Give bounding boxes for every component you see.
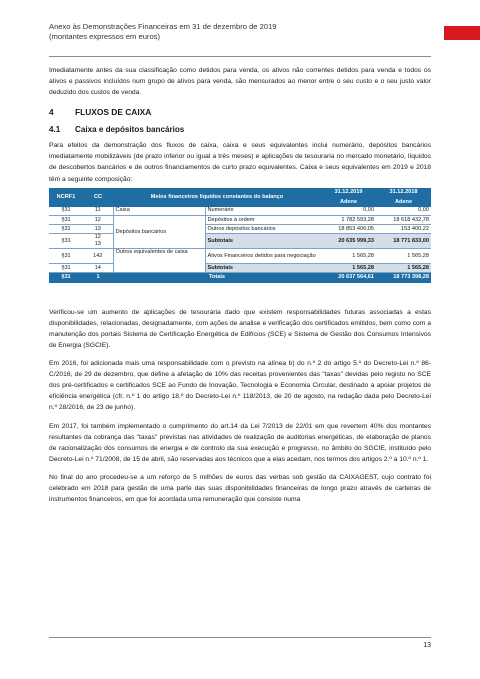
cell-item: Subtotais [205,264,321,273]
cash-equivalents-table [49,188,431,283]
page-body [49,65,431,505]
cell-item: Outros depósitos bancários [205,225,321,234]
intro-paragraph: Imediatamente antes da sua classificação como detidos para venda, os ativos não correntes detidos para venda e todos os ativos e passivos incluídos num grupo de ativos para venda, são mensurados ao menor entre o seu custo e o seu justo valor deduzido dos custos de venda. [49,67,431,97]
cell-cc: 14 [83,264,113,273]
header-title: Anexo às Demonstrações Financeiras em 31 de dezembro de 2019 [49,22,277,31]
cell-ncrf: §31 [49,273,83,283]
responsibility-2016-paragraph: Em 2016, foi adicionada mais uma responsabilidade com o previsto na alínea b) do n.º 2 do artigo 5.º do Decreto-Lei n.º 86-C/2016, de 29 de dezembro, que define a afetação de 10% das receitas provenientes das "taxas" devidas pelo registo no SCE dos pré-certificados e certificados SCE ao Fundo de Inovação, Tecnologia e Economia Circular, destinado a apoiar projetos de eficiência energética (cfr. n.º 1 do artigo 18.º do Decreto-Lei n.º 118/2013, de 20 de agosto, na redação dada pelo Decreto-Lei n.º 28/2016, de 23 de junho). [49,360,431,412]
cell-cc [83,234,113,249]
page-header [49,22,431,42]
cell-group: Caixa [113,207,205,216]
cell-cc: 142 [83,249,113,264]
cell-group: Outros equivalentes de caixa [113,249,205,273]
col-header-ncrf: NCRF1 [49,188,83,207]
col-header-2019: 31.12.2019 [321,188,376,198]
cell-item: Subtotais [205,234,321,249]
section-title: FLUXOS DE CAIXA [75,107,152,118]
col-subheader-2018: Adene [376,198,431,207]
implementation-2017-paragraph: Em 2017, foi também implementado o cumprimento do art.14 da Lei 7/2013 de 22/01 em que revertem 40% dos montantes resultantes da cobrança das "taxas" previstas nas atividades de realização de auditorias energéticas, de elaboração de planos de racionalização dos consumos de energia e de controlo da sua execução e progresso, no âmbito do SGCIE, instituído pelo Decreto-Lei n.º 71/2008, de 15 de abril, são reservadas aos técnicos que a elas acedam, nos termos dos artigos 2.º a 10.º n.º 1. [49,422,431,463]
cash-definition-paragraph: Para efeitos da demonstração dos fluxos de caixa, caixa e seus equivalentes inclui numerário, depósitos bancários imediatamente mobilizáveis (de prazo inferior ou igual a três meses) e aplicações de tesouraria no mercado monetário, líquidos de descobertos bancários e de outros financiamentos de curto prazo equivalentes. Caixa e seus equivalentes em 2019 e 2018 têm a seguinte composição: [49,142,431,183]
cell-cc-line: 12 [94,234,101,241]
table-row [49,225,431,234]
section-number: 4 [49,107,54,118]
cell-cc: 1 [83,273,113,283]
cell-ncrf: §31 [49,249,83,264]
cell-value-2018: 153 400,22 [376,225,431,234]
section-heading [49,107,431,117]
footer-divider [49,637,431,638]
cell-ncrf: §31 [49,234,83,249]
subsection-number: 4.1 [49,125,61,135]
treasury-paragraph: Verificou-se um aumento de aplicações de tesouraria dado que existem responsabilidades futuras associadas a estas disponibilidades, relacionadas, designadamente, com ações de analise e verificação dos certificados emitidos, bem como com a manutenção dos portais Sistema de Certificação Energética de Edifícios (SCE) e Sistema de Gestão dos Consumos Intensivos de Energia (SGCIE). [49,308,431,349]
total-row [49,273,431,283]
table-header-row [49,188,431,198]
page-number: 13 [423,642,431,649]
cell-value-2019: 20 635 999,33 [321,234,376,249]
table-row [49,216,431,225]
subsection-heading [49,125,431,134]
cell-item: Numerário [205,207,321,216]
cell-cc-line: 13 [94,241,101,248]
cell-ncrf: §31 [49,225,83,234]
brand-corner-mark [444,26,480,40]
cell-value-2018: 18 771 833,00 [376,234,431,249]
subsection-title: Caixa e depósitos bancários [75,125,185,135]
cell-value-2018: 1 565,28 [376,249,431,264]
cell-ncrf: §31 [49,207,83,216]
cell-value-2018: 18 618 432,78 [376,216,431,225]
subtotal-row [49,264,431,273]
col-header-2018: 31.12.2018 [376,188,431,198]
cell-value-2019: 20 637 564,61 [321,273,376,283]
col-header-cc: CC [83,188,113,207]
cell-item: Depósitos à ordem [205,216,321,225]
cell-group: Depósitos bancários [113,216,205,249]
cell-value-2018: 18 773 398,28 [376,273,431,283]
cell-cc: 13 [83,225,113,234]
cell-value-2019: 1 565,28 [321,264,376,273]
cell-cc: 12 [83,216,113,225]
cell-value-2019: 0,00 [321,207,376,216]
header-subtitle: (montantes expressos em euros) [49,32,160,41]
cell-value-2018: 1 565,28 [376,264,431,273]
cell-ncrf: §31 [49,264,83,273]
cell-value-2019: 1 565,28 [321,249,376,264]
cell-value-2018: 0,00 [376,207,431,216]
col-header-description: Meios financeiros líquidos constantes do balanço [113,188,321,207]
caixagest-paragraph: No final do ano procedeu-se a um reforço de 5 milhões de euros das verbas sob gestão da CAIXAGEST, cujo contrato foi celebrado em 2018 para gestão de uma parte das suas disponibilidades financeiras de longo prazo através de carteiras de instrumentos financeiros, em que foi acordada uma remuneração que consiste numa [49,473,431,504]
cell-value-2019: 1 782 593,28 [321,216,376,225]
subtotal-row [49,234,431,249]
col-subheader-2019: Adene [321,198,376,207]
header-divider [49,56,431,57]
cell-total-label: Totais [113,273,321,283]
table-row [49,207,431,216]
cell-item: Ativos Financeiros detidos para negociação [205,249,321,264]
cell-cc: 11 [83,207,113,216]
table-row [49,249,431,264]
cell-value-2019: 18 853 406,05 [321,225,376,234]
cell-ncrf: §31 [49,216,83,225]
